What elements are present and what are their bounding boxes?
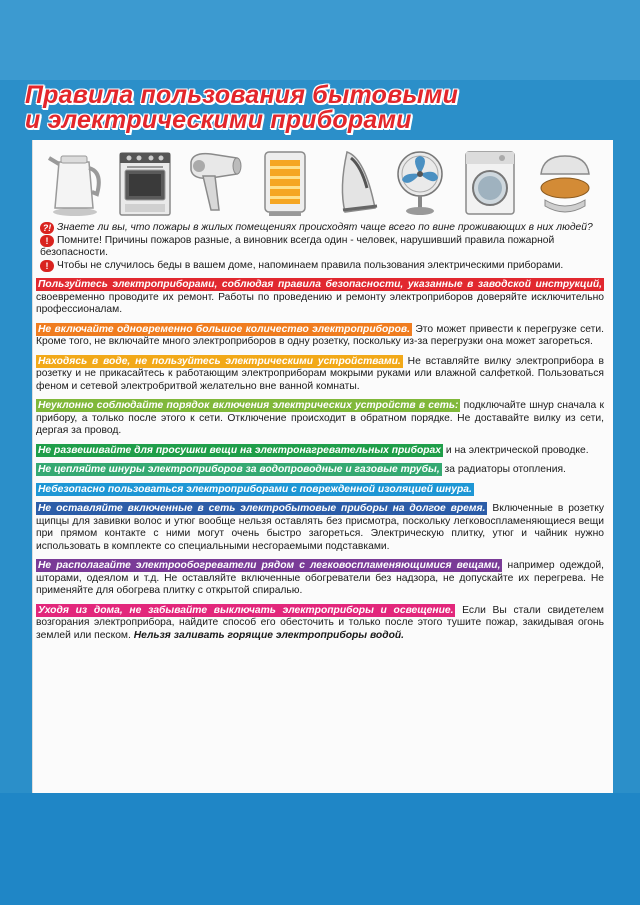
rule-highlight: Пользуйтесь электроприборами, соблюдая правила безопасности, указанные в заводской инструкций, <box>38 279 602 290</box>
rule-item: Не развешивайте для просушки вещи на электронагревательных приборах и на электрической проводке. <box>38 444 589 456</box>
kettle-icon <box>45 148 105 218</box>
hair-dryer-icon <box>185 148 245 218</box>
rule-item: Неуклонно соблюдайте порядок включения электрических устройств в сеть: подключайте шнур сначала к прибору, а только после этого к сети. Отключение происходит в обратном порядке. Не доставайте вилку из сети, дергая за провод. <box>36 400 604 436</box>
rule-item: Пользуйтесь электроприборами, соблюдая правила безопасности, указанные в заводской инструкций, своевременно проводите их ремонт. Работы по проведению и ремонту электроприборов доверяйте исключительно профессионалам. <box>36 279 604 315</box>
bottom-band <box>0 793 640 905</box>
iron-icon <box>325 148 385 218</box>
poster-title <box>25 83 625 133</box>
warning-emphasis: Нельзя заливать горящие электроприборы водой. <box>130 629 405 641</box>
heater-icon <box>255 148 315 218</box>
exclamation-icon: ! <box>40 260 54 272</box>
title-line-2: и электрическими приборами <box>25 106 412 134</box>
title-line-1: Правила пользования бытовыми <box>25 81 459 109</box>
intro-question: ?! Знаете ли вы, что пожары в жилых помещениях происходят чаще всего по вине проживающих в них людей? <box>40 222 604 235</box>
rule-item: Не цепляйте шнуры электроприборов за водопроводные и газовые трубы, за радиаторы отопления. <box>38 464 566 475</box>
waffle-iron-icon <box>535 148 595 218</box>
intro-remember: ! Помните! Причины пожаров разные, а виновник всегда один - человек, нарушивший правила пожарной безопасности. <box>40 234 555 258</box>
rule-highlight: Не развешивайте для просушки вещи на электронагревательных приборах <box>38 444 441 456</box>
rule-highlight: Не оставляйте включенные в сеть электробытовые приборы на долгое время. <box>38 503 486 514</box>
fan-icon <box>390 148 450 218</box>
appliance-row <box>45 148 605 218</box>
washing-machine-icon <box>460 148 520 218</box>
rule-highlight: Уходя из дома, не забывайте выключать электроприборы и освещение. <box>38 604 454 616</box>
rule-highlight: Неуклонно соблюдайте порядок включения электрических устройств в сеть: <box>38 400 459 411</box>
rules-content <box>36 222 604 642</box>
exclamation-icon: ! <box>40 235 54 247</box>
rule-highlight: Небезопасно пользоваться электроприборами с поврежденной изоляцией шнура. <box>38 483 472 495</box>
rule-highlight: Не цепляйте шнуры электроприборов за водопроводные и газовые трубы, <box>38 464 440 475</box>
rule-highlight: Не включайте одновременно большое количество электроприборов. <box>38 323 410 335</box>
rule-item: Уходя из дома, не забывайте выключать электроприборы и освещение. Если Вы стали свидетелем возгорания электроприбора, найдите способ его обесточить и только после этого тушите пожар, закидывая огонь землей или песком. Нельзя заливать горящие электроприборы водой. <box>36 604 605 641</box>
question-mark-icon: ?! <box>40 222 54 234</box>
intro-block <box>36 222 604 272</box>
intro-reminder: ! Чтобы не случилось беды в вашем доме, напоминаем правила пользования электрическими приборами. <box>40 260 604 273</box>
rule-highlight: Не располагайте электрообогреватели рядом с легковоспламеняющимися вещами, <box>38 560 501 571</box>
rule-item: Не располагайте электрообогреватели рядом с легковоспламеняющимися вещами, например одеждой, шторами, одеялом и т.д. Не оставляйте включенные обогреватели без надзора, не допускайте их перегрева. Не применяйте для обогрева плитку с открытой спиралью. <box>36 560 605 596</box>
rule-highlight: Находясь в воде, не пользуйтесь электрическими устройствами. <box>38 355 401 367</box>
stove-icon <box>115 148 175 218</box>
rule-item: Не оставляйте включенные в сеть электробытовые приборы на долгое время. Включенные в розетку щипцы для завивки волос и утюг вообще нельзя оставлять без присмотра, поскольку легковоспламеняющиеся вещи при прямом контакте с ними могут очень быстро загореться. Электрическую плитку, утюг и чайник нужно использовать в комплекте со специальными несгораемыми подставками. <box>36 503 605 552</box>
top-band <box>0 0 640 80</box>
rule-item <box>36 484 604 497</box>
rule-item: Не включайте одновременно большое количество электроприборов. Это может привести к перегрузке сети. Кроме того, не включайте много электроприборов в одну розетку, поскольку из-за перегрузки она может загореться. <box>36 323 604 347</box>
rule-item: Находясь в воде, не пользуйтесь электрическими устройствами. Не вставляйте вилку электроприбора в розетку и не прикасайтесь к работающим электроприборам мокрыми руками или влажной салфеткой. Пользоваться феном и сетевой электробритвой желательно вне ванной комнаты. <box>36 355 604 392</box>
